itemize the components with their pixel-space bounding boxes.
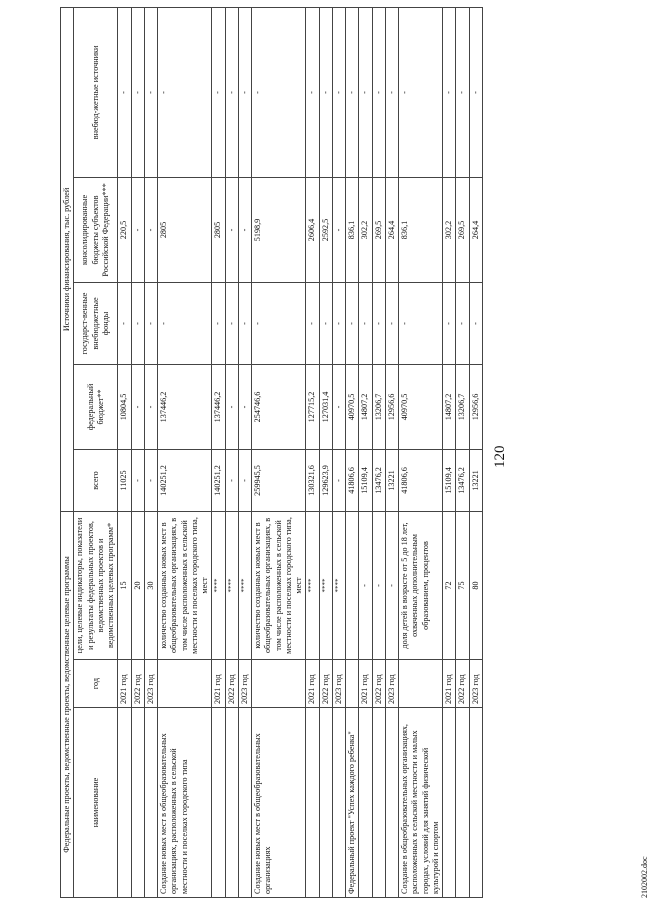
page-number: 120: [492, 445, 508, 468]
cell-federal: 127715,2: [306, 364, 319, 449]
cell-year: [158, 660, 212, 708]
header-regional: консолидированные бюджеты субъектов Российской Федерации***: [74, 177, 118, 282]
cell-federal: 127031,4: [319, 364, 332, 449]
cell-indicator: ****: [319, 511, 332, 659]
cell-name: [225, 708, 238, 898]
cell-state-funds: -: [385, 282, 398, 364]
header-federal: федеральный бюджет**: [74, 364, 118, 449]
cell-offbudget: -: [372, 7, 385, 177]
table-row: [332, 7, 345, 897]
table-row: [144, 7, 157, 897]
cell-year: 2022 год: [372, 660, 385, 708]
cell-year: 2021 год: [212, 660, 225, 708]
cell-year: 2023 год: [385, 660, 398, 708]
cell-indicator: -: [385, 511, 398, 659]
cell-total: 13476,2: [372, 449, 385, 511]
cell-regional: 2805: [212, 177, 225, 282]
header-group: Федеральные проекты, ведомственные проекты, ведомственные целевые программы: [61, 511, 74, 897]
cell-indicator: ****: [306, 511, 319, 659]
cell-total: 13476,2: [456, 449, 469, 511]
cell-state-funds: -: [443, 282, 456, 364]
header-sources: Источники финансирования, тыс. рублей: [61, 7, 74, 511]
cell-federal: -: [238, 364, 251, 449]
cell-total: 129623,9: [319, 449, 332, 511]
cell-federal: 12956,6: [385, 364, 398, 449]
cell-indicator: доля детей в возрасте от 5 до 18 лет, охваченных дополнительным образованием, процентов: [399, 511, 443, 659]
header-indicator: цели, целевые индикаторы, показатели и результаты федеральных проектов, ведомственных проектов и ведомственных целевых программ*: [74, 511, 118, 659]
cell-total: 140251,2: [158, 449, 212, 511]
cell-indicator: ****: [225, 511, 238, 659]
cell-offbudget: -: [306, 7, 319, 177]
cell-state-funds: -: [456, 282, 469, 364]
table-row: [399, 7, 443, 897]
cell-offbudget: -: [225, 7, 238, 177]
table-row: [225, 7, 238, 897]
cell-state-funds: -: [306, 282, 319, 364]
cell-total: 15109,4: [359, 449, 372, 511]
cell-year: 2022 год: [319, 660, 332, 708]
header-year: год: [74, 660, 118, 708]
cell-indicator: 72: [443, 511, 456, 659]
cell-state-funds: -: [212, 282, 225, 364]
cell-indicator: 20: [131, 511, 144, 659]
table-row: [212, 7, 225, 897]
cell-offbudget: -: [118, 7, 131, 177]
table-row: [469, 7, 482, 897]
cell-indicator: 80: [469, 511, 482, 659]
cell-federal: 14807,2: [443, 364, 456, 449]
cell-name: [332, 708, 345, 898]
cell-total: 13221: [385, 449, 398, 511]
cell-regional: 2805: [158, 177, 212, 282]
cell-name: [118, 708, 131, 898]
table-row: [306, 7, 319, 897]
cell-year: 2022 год: [456, 660, 469, 708]
table-row: [158, 7, 212, 897]
cell-federal: -: [131, 364, 144, 449]
cell-regional: 269,5: [372, 177, 385, 282]
cell-year: 2021 год: [443, 660, 456, 708]
cell-total: 41806,6: [346, 449, 359, 511]
cell-indicator: -: [372, 511, 385, 659]
cell-state-funds: -: [399, 282, 443, 364]
cell-regional: 220,5: [118, 177, 131, 282]
table-row: [456, 7, 469, 897]
cell-state-funds: -: [158, 282, 212, 364]
cell-regional: 269,5: [456, 177, 469, 282]
cell-regional: -: [144, 177, 157, 282]
cell-name: [319, 708, 332, 898]
cell-federal: 40970,5: [399, 364, 443, 449]
cell-indicator: 30: [144, 511, 157, 659]
cell-state-funds: -: [131, 282, 144, 364]
cell-offbudget: -: [131, 7, 144, 177]
cell-name: [372, 708, 385, 898]
cell-year: 2022 год: [225, 660, 238, 708]
cell-total: 13221: [469, 449, 482, 511]
document-reference: 2102002.doc: [640, 856, 649, 898]
cell-regional: 836,1: [346, 177, 359, 282]
cell-state-funds: -: [359, 282, 372, 364]
cell-year: 2023 год: [238, 660, 251, 708]
cell-indicator: ****: [238, 511, 251, 659]
cell-name: [212, 708, 225, 898]
cell-total: 140251,2: [212, 449, 225, 511]
cell-federal: -: [225, 364, 238, 449]
table-row: [238, 7, 251, 897]
cell-federal: 254746,6: [252, 364, 306, 449]
cell-indicator: 75: [456, 511, 469, 659]
header-state-funds: государст-венные внебюджетные фонды: [74, 282, 118, 364]
cell-indicator: -: [359, 511, 372, 659]
cell-year: [399, 660, 443, 708]
cell-year: 2021 год: [306, 660, 319, 708]
cell-total: -: [238, 449, 251, 511]
cell-name: [456, 708, 469, 898]
cell-regional: 2592,5: [319, 177, 332, 282]
cell-state-funds: -: [332, 282, 345, 364]
cell-offbudget: -: [385, 7, 398, 177]
cell-indicator: количество созданных новых мест в общеобразовательных организациях, в том числе расположенных в сельской местности и поселках городского типа, мест: [252, 511, 306, 659]
table-row: [443, 7, 456, 897]
cell-total: -: [332, 449, 345, 511]
table-row: [131, 7, 144, 897]
table-body: [118, 7, 483, 897]
cell-offbudget: -: [346, 7, 359, 177]
cell-year: 2022 год: [131, 660, 144, 708]
cell-name: [443, 708, 456, 898]
cell-name: [359, 708, 372, 898]
cell-regional: 302,2: [359, 177, 372, 282]
cell-name: [306, 708, 319, 898]
table-row: [346, 7, 359, 897]
cell-federal: -: [144, 364, 157, 449]
cell-offbudget: -: [469, 7, 482, 177]
cell-year: [252, 660, 306, 708]
cell-name: [131, 708, 144, 898]
cell-federal: 10804,5: [118, 364, 131, 449]
cell-name: Федеральный проект "Успех каждого ребенка": [346, 708, 359, 898]
cell-offbudget: -: [443, 7, 456, 177]
table-row: [319, 7, 332, 897]
cell-year: 2023 год: [144, 660, 157, 708]
cell-federal: 137446,2: [212, 364, 225, 449]
cell-regional: -: [225, 177, 238, 282]
cell-state-funds: -: [469, 282, 482, 364]
cell-name: Создание новых мест в общеобразовательных организациях, расположенных в сельской местности и поселках городского типа: [158, 708, 212, 898]
cell-federal: 12956,6: [469, 364, 482, 449]
cell-offbudget: -: [252, 7, 306, 177]
cell-name: Создание новых мест в общеобразовательных организациях: [252, 708, 306, 898]
cell-offbudget: -: [144, 7, 157, 177]
cell-federal: 13206,7: [456, 364, 469, 449]
cell-name: [469, 708, 482, 898]
cell-indicator: количество созданных новых мест в общеобразовательных организациях, в том числе расположенных в сельской местности и поселках городского типа, мест: [158, 511, 212, 659]
table-row: [252, 7, 306, 897]
cell-name: [238, 708, 251, 898]
rotated-page: [60, 8, 650, 898]
cell-offbudget: -: [456, 7, 469, 177]
cell-federal: 14807,2: [359, 364, 372, 449]
cell-federal: 40970,5: [346, 364, 359, 449]
cell-year: 2021 год: [118, 660, 131, 708]
cell-total: 41806,6: [399, 449, 443, 511]
cell-offbudget: -: [399, 7, 443, 177]
header-name: наименование: [74, 708, 118, 898]
cell-regional: -: [131, 177, 144, 282]
cell-year: [346, 660, 359, 708]
cell-year: 2021 год: [359, 660, 372, 708]
cell-regional: -: [238, 177, 251, 282]
cell-total: -: [144, 449, 157, 511]
cell-federal: 137446,2: [158, 364, 212, 449]
cell-regional: 264,4: [385, 177, 398, 282]
cell-name: Создание в общеобразовательных организациях, расположенных в сельской местности и малых городах, условий для занятий физической культурой и спортом: [399, 708, 443, 898]
cell-regional: 302,2: [443, 177, 456, 282]
cell-state-funds: -: [372, 282, 385, 364]
cell-total: -: [225, 449, 238, 511]
header-offbudget: внебюд-жетные источники: [74, 7, 118, 177]
cell-state-funds: -: [346, 282, 359, 364]
cell-offbudget: -: [238, 7, 251, 177]
cell-federal: -: [332, 364, 345, 449]
cell-total: -: [131, 449, 144, 511]
cell-indicator: [346, 511, 359, 659]
cell-regional: 5198,9: [252, 177, 306, 282]
cell-regional: -: [332, 177, 345, 282]
cell-regional: 264,4: [469, 177, 482, 282]
header-total: всего: [74, 449, 118, 511]
cell-state-funds: -: [144, 282, 157, 364]
financing-table: [60, 7, 483, 898]
cell-offbudget: -: [158, 7, 212, 177]
cell-total: 259945,5: [252, 449, 306, 511]
cell-total: 15109,4: [443, 449, 456, 511]
cell-offbudget: -: [319, 7, 332, 177]
cell-state-funds: -: [252, 282, 306, 364]
cell-state-funds: -: [225, 282, 238, 364]
cell-offbudget: -: [212, 7, 225, 177]
cell-indicator: ****: [332, 511, 345, 659]
table-row: [359, 7, 372, 897]
cell-state-funds: -: [118, 282, 131, 364]
cell-state-funds: -: [319, 282, 332, 364]
cell-total: 11025: [118, 449, 131, 511]
cell-year: 2023 год: [332, 660, 345, 708]
cell-indicator: ****: [212, 511, 225, 659]
cell-total: 130321,6: [306, 449, 319, 511]
cell-offbudget: -: [332, 7, 345, 177]
cell-indicator: 15: [118, 511, 131, 659]
cell-regional: 2606,4: [306, 177, 319, 282]
cell-offbudget: -: [359, 7, 372, 177]
cell-state-funds: -: [238, 282, 251, 364]
cell-name: [385, 708, 398, 898]
table-row: [372, 7, 385, 897]
cell-federal: 13206,7: [372, 364, 385, 449]
table-row: [118, 7, 131, 897]
cell-year: 2023 год: [469, 660, 482, 708]
cell-name: [144, 708, 157, 898]
cell-regional: 836,1: [399, 177, 443, 282]
table-row: [385, 7, 398, 897]
